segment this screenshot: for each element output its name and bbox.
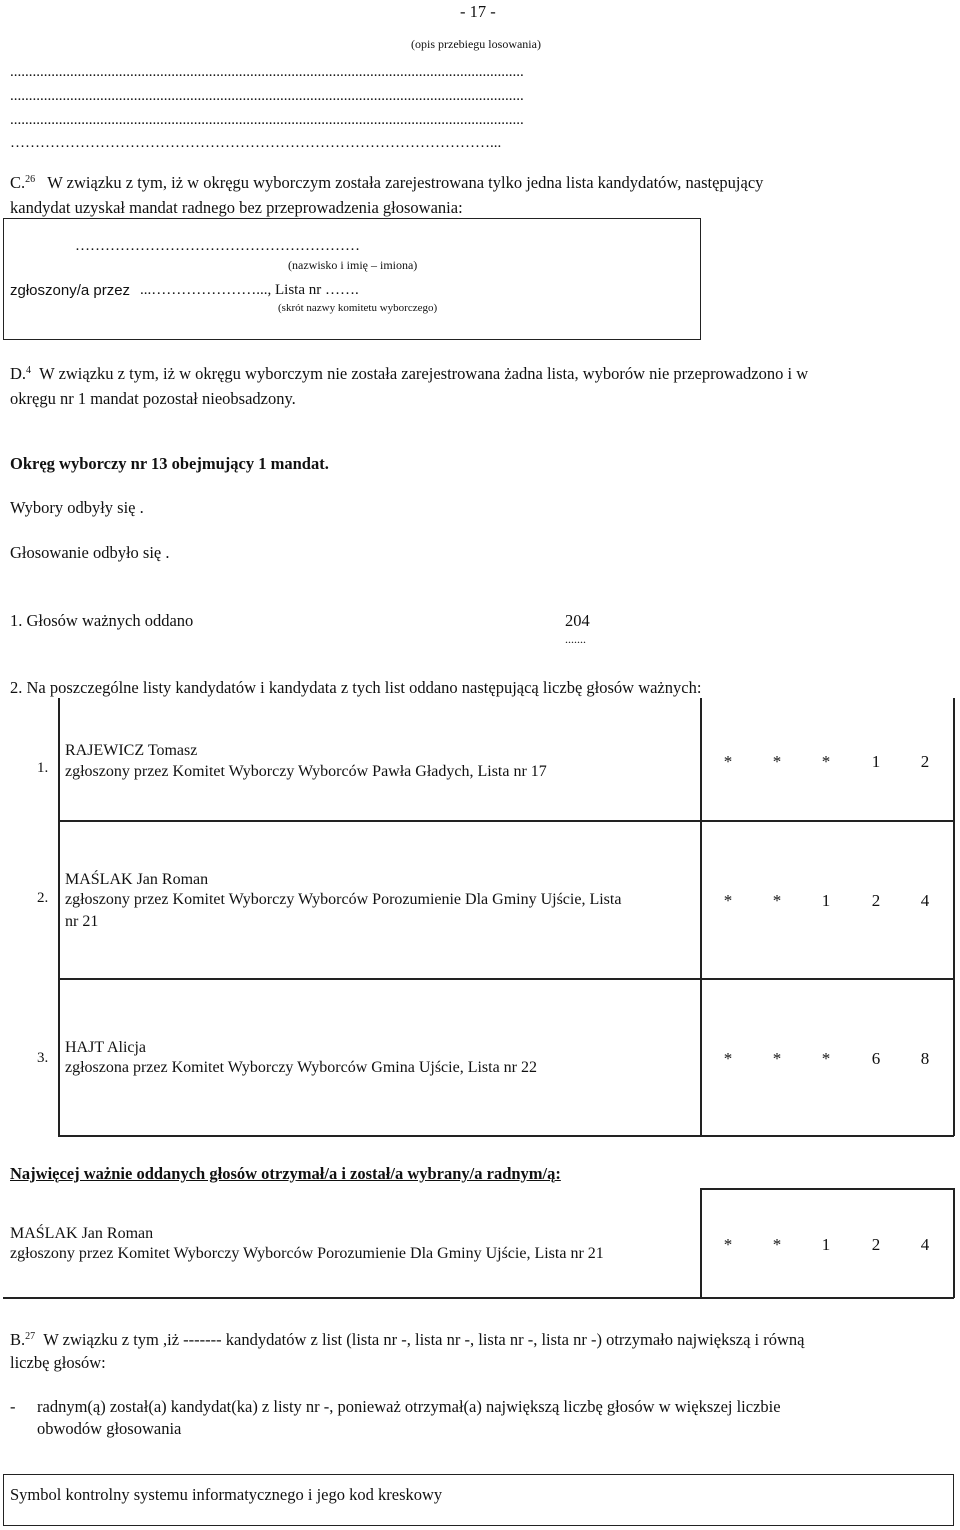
candidate-name: MAŚLAK Jan Roman [65, 871, 209, 888]
section-text: W związku z tym ,iż ------- kandydatów z list (lista nr -, lista nr -, lista nr -, lista nr -) otrzymało największą i równą [43, 1330, 805, 1349]
valid-votes-dots: ....... [565, 632, 586, 646]
footnote-ref: 4 [26, 365, 32, 376]
vote-digit: * [772, 752, 782, 771]
vote-digit: * [723, 752, 733, 771]
elections-held: Wybory odbyły się . [10, 498, 144, 517]
footnote-ref: 27 [25, 1331, 36, 1342]
winner-heading: Najwięcej ważnie oddanych głosów otrzymał/a i został/a wybrany/a radnym/ą: [10, 1164, 561, 1183]
section-c-line2: kandydat uzyskał mandat radnego bez przeprowadzenia głosowania: [10, 198, 463, 217]
dots-line: ……………………………………………………………………………………... [10, 135, 502, 151]
table-row-divider [58, 978, 954, 980]
vote-digit: 2 [871, 891, 881, 910]
district-heading: Okręg wyborczy nr 13 obejmujący 1 mandat. [10, 454, 329, 473]
section-b-line2: liczbę głosów: [10, 1353, 106, 1372]
control-symbol-label: Symbol kontrolny systemu informatycznego i jego kod kreskowy [10, 1485, 443, 1504]
candidate-name: HAJT Alicja [65, 1039, 147, 1056]
list-item-line2: obwodów głosowania [37, 1419, 182, 1438]
section-d-line2: okręgu nr 1 mandat pozostał nieobsadzony. [10, 389, 296, 408]
table-left-border [58, 698, 60, 1136]
winner-digits-border [700, 1188, 702, 1298]
winner-bottom-border [3, 1297, 954, 1299]
winner-top-border [700, 1188, 954, 1190]
winner-submitted: zgłoszony przez Komitet Wyborczy Wyborców Porozumienie Dla Gminy Ujście, Lista nr 21 [10, 1245, 604, 1262]
vote-digit: * [723, 1049, 733, 1068]
page-number: - 17 - [460, 2, 496, 21]
section-text: W związku z tym, iż w okręgu wyborczym nie została zarejestrowana żadna lista, wyborów nie przeprowadzono i w [39, 364, 809, 383]
vote-digit: 1 [871, 752, 881, 771]
table-row-divider [58, 820, 954, 822]
list-item-line1: radnym(ą) został(a) kandydat(ka) z listy nr -, ponieważ otrzymał(a) największą liczbę głosów w większej liczbie [37, 1397, 781, 1416]
winner-name: MAŚLAK Jan Roman [10, 1225, 154, 1242]
list-bullet: - [10, 1397, 16, 1416]
committee-caption: (skrót nazwy komitetu wyborczego) [278, 302, 438, 314]
section-letter: B. [10, 1330, 26, 1349]
vote-digit: * [723, 1235, 733, 1254]
section-text: W związku z tym, iż w okręgu wyborczym została zarejestrowana tylko jedna lista kandydatów, następujący [47, 173, 764, 192]
table-row-number: 2. [37, 890, 49, 906]
vote-digit: 4 [920, 1235, 930, 1254]
vote-digit: * [772, 891, 782, 910]
vote-digit: 1 [821, 891, 831, 910]
candidate-submitted: zgłoszony przez Komitet Wyborczy Wyborców Pawła Gładych, Lista nr 17 [65, 763, 547, 780]
section-c-line1 [10, 173, 763, 193]
table-row-number: 3. [37, 1050, 49, 1066]
vote-digit: 2 [871, 1235, 881, 1254]
section-letter: D. [10, 364, 27, 383]
vote-digit: 4 [920, 891, 930, 910]
table-row-number: 1. [37, 760, 49, 776]
name-caption: (nazwisko i imię – imiona) [288, 258, 418, 272]
candidate-submitted: zgłoszona przez Komitet Wyborczy Wyborców Gmina Ujście, Lista nr 22 [65, 1059, 538, 1076]
candidate-submitted-cont: nr 21 [65, 913, 99, 930]
vote-digit: 2 [920, 752, 930, 771]
vote-digit: 1 [821, 1235, 831, 1254]
vote-digit: * [772, 1235, 782, 1254]
name-dots: ………………………………………………… [75, 238, 360, 254]
vote-digit: 8 [920, 1049, 930, 1068]
per-candidate-label: 2. Na poszczególne listy kandydatów i kandydata z tych list oddano następującą liczbę głosów ważnych: [10, 678, 702, 697]
candidate-submitted: zgłoszony przez Komitet Wyborczy Wyborców Porozumienie Dla Gminy Ujście, Lista [65, 891, 622, 908]
committee-dots: ...…………………..., Lista nr ……. [140, 282, 359, 298]
vote-digit: * [821, 752, 831, 771]
candidate-form-box [3, 218, 701, 340]
submitted-label: zgłoszony/a przez [10, 282, 131, 299]
dots-line: ......................................................................................................................................... [10, 64, 524, 80]
vote-digit: 6 [871, 1049, 881, 1068]
vote-digit: * [772, 1049, 782, 1068]
dots-line: ......................................................................................................................................... [10, 112, 524, 128]
dots-line: ......................................................................................................................................... [10, 88, 524, 104]
winner-right-border [953, 1188, 955, 1298]
vote-digit: * [821, 1049, 831, 1068]
voting-held: Głosowanie odbyło się . [10, 543, 170, 562]
section-b-line1 [10, 1330, 804, 1350]
section-d-line1 [10, 364, 808, 384]
valid-votes-label: 1. Głosów ważnych oddano [10, 611, 194, 630]
table-bottom-border [58, 1135, 954, 1137]
footnote-ref: 26 [25, 174, 36, 185]
valid-votes-value: 204 [565, 611, 590, 630]
table-digits-border [700, 698, 702, 1136]
vote-digit: * [723, 891, 733, 910]
candidate-name: RAJEWICZ Tomasz [65, 742, 198, 759]
table-right-border [953, 698, 955, 1136]
page-subtitle: (opis przebiegu losowania) [411, 37, 541, 51]
section-letter: C. [10, 173, 26, 192]
